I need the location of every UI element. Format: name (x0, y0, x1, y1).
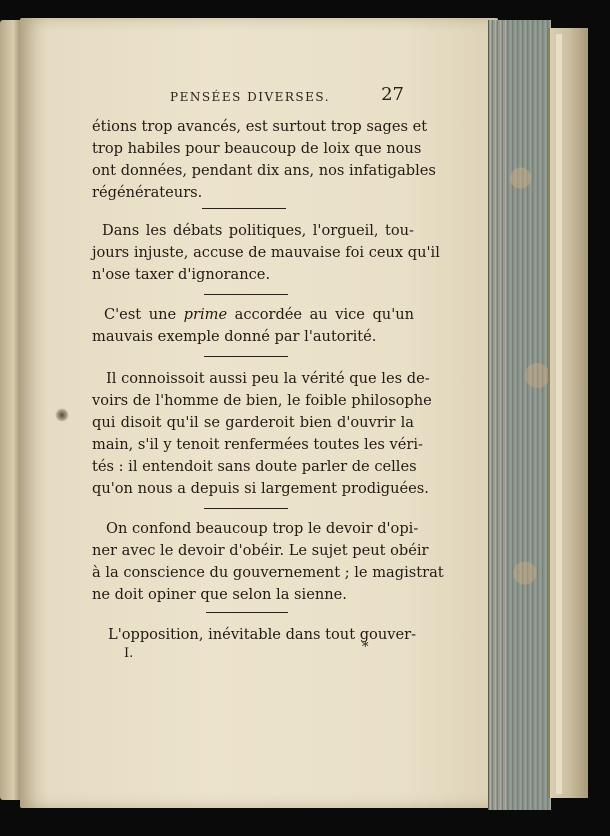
separator-rule (206, 612, 288, 613)
separator-rule (204, 356, 288, 357)
book-cover (548, 28, 588, 798)
text-line: ne doit opiner que selon la sienne. (92, 586, 347, 603)
text-line: Dans les débats politiques, l'orgueil, tou- (102, 222, 414, 239)
page-number: 27 (381, 84, 404, 105)
text-line: qui disoit qu'il se garderoit bien d'ouvrir la (92, 414, 414, 431)
text-span: accordée au vice qu'un (227, 306, 414, 323)
text-line: On confond beaucoup trop le devoir d'opi- (106, 520, 419, 537)
page-header (164, 84, 404, 108)
text-line: régénérateurs. (92, 184, 203, 201)
text-line: L'opposition, inévitable dans tout gouver- (108, 626, 417, 643)
foxing-spot (55, 408, 69, 422)
cover-edge (556, 34, 562, 794)
text-line: trop habiles pour beaucoup de loix que nous (92, 140, 422, 157)
marbled-edge (508, 20, 550, 810)
facing-page-edge (0, 20, 22, 800)
signature-asterisk: * (362, 640, 369, 655)
separator-rule (204, 508, 288, 509)
text-line: qu'on nous a depuis si largement prodiguées. (92, 480, 429, 497)
text-line: voirs de l'homme de bien, le foible philosophe (92, 392, 432, 409)
separator-rule (202, 208, 286, 209)
separator-rule (204, 294, 288, 295)
text-line: à la conscience du gouvernement ; le magistrat (92, 564, 444, 581)
text-line: ner avec le devoir d'obéir. Le sujet peut obéir (92, 542, 429, 559)
text-line: Il connoissoit aussi peu la vérité que les de- (106, 370, 430, 387)
text-line (92, 306, 414, 328)
text-span: C'est une (104, 306, 184, 323)
running-title: PENSÉES DIVERSES. (170, 90, 331, 104)
text-line: jours injuste, accuse de mauvaise foi ceux qu'il (92, 244, 440, 261)
text-line: main, s'il y tenoit renfermées toutes les véri- (92, 436, 423, 453)
text-line: étions trop avancés, est surtout trop sages et (92, 118, 428, 135)
text-line: tés : il entendoit sans doute parler de celles (92, 458, 417, 475)
text-line: mauvais exemple donné par l'autorité. (92, 328, 377, 345)
text-line: n'ose taxer d'ignorance. (92, 266, 271, 283)
signature-mark: I. (124, 646, 134, 661)
text-line: ont données, pendant dix ans, nos infatigables (92, 162, 436, 179)
emphasized-word: prime (183, 306, 228, 323)
